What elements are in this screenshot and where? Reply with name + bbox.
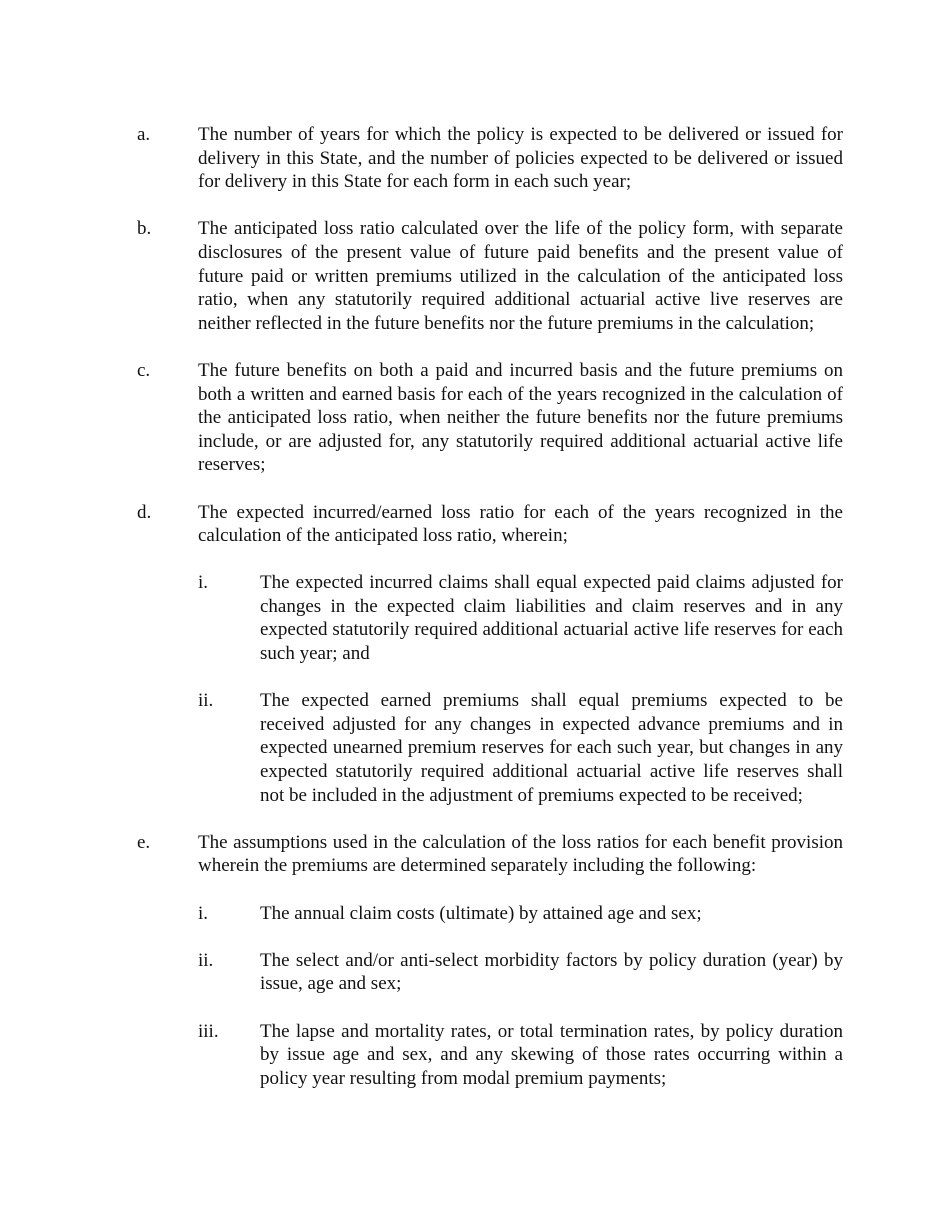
sub-list-marker: i. — [198, 902, 209, 924]
list-marker: c. — [137, 359, 151, 381]
list-marker: a. — [137, 124, 151, 145]
sub-item-text: The expected earned premiums shall equal premiums expected to be received adjusted for any changes in expected advance premiums and in expected unearned premium reserves for each such year, but changes in any expected statutorily required additional actuarial active life reserves shall not be included in the adjustment of premiums expected to be received; — [260, 690, 843, 806]
sub-item-text: The select and/or anti-select morbidity factors by policy duration (year) by issue, age and sex; — [260, 949, 843, 995]
list-item-b — [137, 217, 843, 335]
list-item-e — [137, 831, 843, 878]
sub-item-e-ii — [198, 949, 843, 996]
sub-list-marker: ii. — [198, 690, 214, 712]
sub-item-text: The lapse and mortality rates, or total termination rates, by policy duration by issue age and sex, and any skewing of those rates occurring within a policy year resulting from modal premium payments; — [260, 1020, 843, 1089]
sub-item-text: The expected incurred claims shall equal expected paid claims adjusted for changes in the expected claim liabilities and claim reserves and in any expected statutorily required additional actuarial active life reserves for each such year; and — [260, 572, 843, 665]
list-item-d — [137, 501, 843, 548]
list-item-text: The number of years for which the policy is expected to be delivered or issued for delivery in this State, and the number of policies expected to be delivered or issued for delivery in this State for each form in each such year; — [198, 124, 843, 193]
sub-list-marker: ii. — [198, 949, 214, 971]
sub-item-e-i — [198, 902, 843, 926]
sub-list-marker: i. — [198, 572, 209, 594]
list-item-text: The future benefits on both a paid and incurred basis and the future premiums on both a written and earned basis for each of the years recognized in the calculation of the anticipated loss ratio, when neither the future benefits nor the future premiums include, or are adjusted for, any statutorily required additional actuarial active life reserves; — [198, 359, 843, 476]
list-item-text: The expected incurred/earned loss ratio for each of the years recognized in the calculation of the anticipated loss ratio, wherein; — [198, 501, 843, 547]
sub-list-marker: iii. — [198, 1020, 219, 1042]
list-marker: b. — [137, 218, 152, 240]
list-item-text: The anticipated loss ratio calculated over the life of the policy form, with separate disclosures of the present value of future paid benefits and the present value of future paid or written premiums utilized in the calculation of the anticipated loss ratio, when any statutorily required additional actuarial active live reserves are neither reflected in the future benefits nor the future premiums in the calculation; — [198, 218, 843, 334]
list-marker: e. — [137, 831, 151, 853]
sub-item-d-ii — [198, 689, 843, 807]
list-marker: d. — [137, 501, 152, 523]
sub-item-text: The annual claim costs (ultimate) by attained age and sex; — [260, 902, 702, 924]
sub-item-d-i — [198, 571, 843, 665]
sub-item-e-iii — [198, 1020, 843, 1091]
list-item-c — [137, 359, 843, 477]
list-item-a — [137, 123, 843, 194]
list-item-text: The assumptions used in the calculation of the loss ratios for each benefit provision wherein the premiums are determined separately including the following: — [198, 831, 843, 877]
